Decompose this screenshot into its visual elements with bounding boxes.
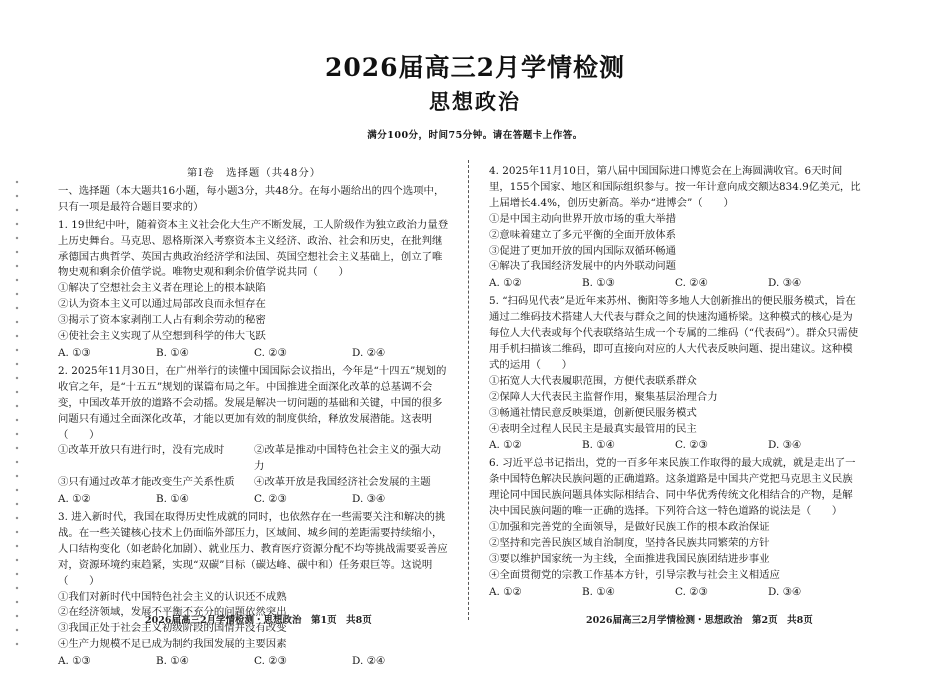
option-item: ②意味着建立了多元平衡的全面开放体系 xyxy=(489,228,677,241)
question-stem: 2. 2025年11月30日，在广州举行的读懂中国国际会议指出，今年是“十四五”规划的收官之年，是“十五五”规划的谋篇布局之年。中国推进全面深化改革的总基调不会变，中国改革开放的道路不会动摇。发展是解决一切问题的基础和关键，中国的很多问题只有通过全面深化改革，才能以更加有效的制度供给，释放发展潜能。这表明（ ） xyxy=(58,364,447,441)
question-stem: 6. 习近平总书记指出，党的一百多年来民族工作取得的最大成就，就是走出了一条中国特色解决民族问题的正确道路。这条道路是中国共产党把马克思主义民族理论同中国民族问题具体实际相结合、同中华优秀传统文化相结合的产物，是解决中国民族问题的唯一正确的选择。下列符合这一特色道路的说法是（ ） xyxy=(489,457,856,518)
option-item: ②坚持和完善民族区域自治制度，坚持各民族共同繁荣的方针 xyxy=(489,536,770,549)
question-1 xyxy=(58,218,450,362)
option-item: ③揭示了资本家剥削工人占有剩余劳动的秘密 xyxy=(58,314,266,327)
choice-d: D. ③④ xyxy=(768,277,802,290)
left-column xyxy=(58,166,450,670)
exam-note: 满分100分，时间75分钟。请在答题卡上作答。 xyxy=(367,130,583,141)
choice-c: C. ②④ xyxy=(675,277,708,290)
choice-c: C. ②③ xyxy=(254,493,287,506)
column-divider xyxy=(468,160,469,620)
choice-d: D. ②④ xyxy=(352,655,386,668)
question-stem: 4. 2025年11月10日，第八届中国国际进口博览会在上海圆满收官。6天时间里，155个国家、地区和国际组织参与。按一年计意向成交额达834.9亿美元，比上届增长4.4%，创历史新高。举办“进博会”（ ） xyxy=(489,165,861,209)
choice-c: C. ②③ xyxy=(254,346,287,359)
option-item: ③我国正处于社会主义初级阶段的国情并没有改变 xyxy=(58,622,287,635)
question-stem: 5. “扫码见代表”是近年来苏州、衡阳等多地人大创新推出的便民服务模式，旨在通过二维码技术搭建人大代表与群众之间的快速沟通桥梁。这种模式的核心是为每位人大代表或每个代表联络站生成一个专属的二维码（“代表码”）。群众只需使用手机扫描该二维码，即可直接向对应的人大代表反映问题、提出建议。这种模式的运用（ ） xyxy=(489,295,859,371)
answer-choices xyxy=(58,492,450,508)
question-3 xyxy=(58,510,450,670)
option-item: ④改革开放是我国经济社会发展的主题 xyxy=(254,476,431,489)
choice-c: C. ②③ xyxy=(675,585,708,598)
option-item: ①是中国主动向世界开放市场的重大举措 xyxy=(489,212,677,225)
choice-b: B. ①④ xyxy=(156,493,189,506)
choice-b: B. ①④ xyxy=(582,585,615,598)
option-item: ③畅通社情民意反映渠道，创新便民服务模式 xyxy=(489,406,697,419)
choice-d: D. ③④ xyxy=(768,585,802,598)
choice-a: A. ①② xyxy=(489,439,522,452)
option-item: ④使社会主义实现了从空想到科学的伟大飞跃 xyxy=(58,330,266,343)
choice-a: A. ①② xyxy=(58,493,91,506)
option-item: ③要以维护国家统一为主线，全面推进我国民族团结进步事业 xyxy=(489,552,770,565)
choice-a: A. ①② xyxy=(489,277,522,290)
choice-a: A. ①③ xyxy=(58,655,91,668)
option-row xyxy=(58,475,450,491)
question-stem: 3. 进入新时代，我国在取得历史性成就的同时，也依然存在一些需要关注和解决的挑战。在一些关键核心技术上仍面临外部压力，区域间、城乡间的差距需要持续缩小，人口结构变化（如老龄化加剧）、就业压力、教育医疗资源分配不均等挑战需要妥善应对，资源环境约束趋紧，实现“双碳”目标（碳达峰、碳中和）任务艰巨等。这说明（ ） xyxy=(58,511,448,587)
choice-b: B. ①③ xyxy=(582,277,615,290)
option-item: ③促进了更加开放的国内国际双循环畅通 xyxy=(489,244,677,257)
answer-choices xyxy=(489,276,861,292)
section-instruction: 一、选择题（本大题共16小题，每小题3分，共48分。在每小题给出的四个选项中，只有一项是最符合题目要求的） xyxy=(58,184,445,213)
answer-choices xyxy=(489,585,861,601)
option-item: ④解决了我国经济发展中的内外联动问题 xyxy=(489,260,677,273)
binding-margin-dots xyxy=(14,175,20,655)
subject-title: 思想政治 xyxy=(429,89,521,114)
choice-a: A. ①③ xyxy=(58,346,91,359)
choice-c: C. ②③ xyxy=(254,655,287,668)
choice-b: B. ①④ xyxy=(156,655,189,668)
question-stem: 1. 19世纪中叶，随着资本主义社会化大生产不断发展，工人阶级作为独立政治力量登上历史舞台。马克思、恩格斯深入考察资本主义经济、政治、社会和历史，在批判继承德国古典哲学、英国古典政治经济学和法国、英国空想社会主义基础上，创立了唯物史观和剩余价值学说。唯物史观和剩余价值学说共同（ ） xyxy=(58,218,449,279)
choice-d: D. ③④ xyxy=(352,493,386,506)
option-item: ④表明全过程人民民主是最真实最管用的民主 xyxy=(489,422,697,435)
option-item: ②保障人大代表民主监督作用，聚集基层治理合力 xyxy=(489,390,718,403)
part-title: 第Ⅰ卷 选择题（共48分） xyxy=(186,167,322,179)
answer-choices xyxy=(489,438,861,454)
answer-choices xyxy=(58,346,450,362)
choice-d: D. ②④ xyxy=(352,346,386,359)
page-footer-right: 2026届高三2月学情检测・思想政治 第2页 共8页 xyxy=(586,615,813,626)
option-row xyxy=(58,443,450,475)
option-item: ①拓宽人大代表履职范围，方便代表联系群众 xyxy=(489,374,697,387)
choice-b: B. ①④ xyxy=(582,439,615,452)
option-item: ②改革是推动中国特色社会主义的强大动力 xyxy=(254,444,442,473)
question-6 xyxy=(489,456,861,600)
option-item: ①改革开放只有进行时，没有完成时 xyxy=(58,444,225,457)
choice-d: D. ③④ xyxy=(768,439,802,452)
question-5 xyxy=(489,294,861,454)
question-2 xyxy=(58,364,450,508)
option-item: ①解决了空想社会主义者在理论上的根本缺陷 xyxy=(58,282,266,295)
option-item: ④生产力规模不足已成为制约我国发展的主要因素 xyxy=(58,638,287,651)
option-item: ①加强和完善党的全面领导，是做好民族工作的根本政治保证 xyxy=(489,520,770,533)
question-4 xyxy=(489,164,861,292)
option-item: ②在经济领域，发展不平衡不充分的问题依然突出 xyxy=(58,606,287,619)
answer-choices xyxy=(58,654,450,670)
choice-a: A. ①② xyxy=(489,585,522,598)
right-column xyxy=(489,162,861,600)
page-footer-left: 2026届高三2月学情检测・思想政治 第1页 共8页 xyxy=(145,615,372,626)
option-item: ②认为资本主义可以通过局部改良而永恒存在 xyxy=(58,298,266,311)
option-item: ③只有通过改革才能改变生产关系性质 xyxy=(58,476,235,489)
choice-b: B. ①④ xyxy=(156,346,189,359)
exam-title: 2026届高三2月学情检测 xyxy=(325,53,625,82)
choice-c: C. ②③ xyxy=(675,439,708,452)
option-item: ④全面贯彻党的宗教工作基本方针，引导宗教与社会主义相适应 xyxy=(489,568,780,581)
option-item: ①我们对新时代中国特色社会主义的认识还不成熟 xyxy=(58,590,287,603)
